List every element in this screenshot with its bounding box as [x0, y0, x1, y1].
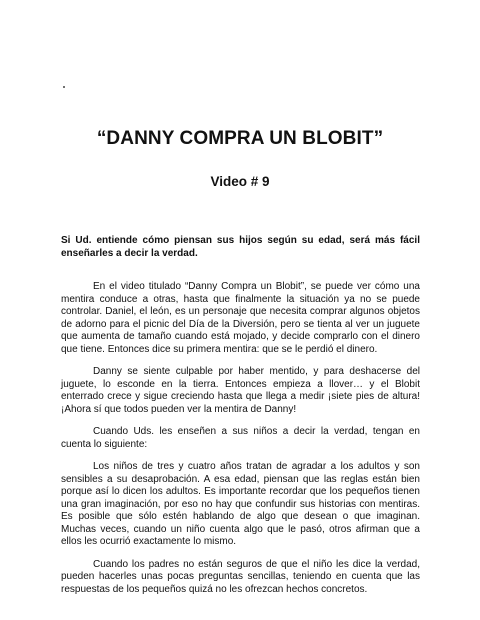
- document-title: “DANNY COMPRA UN BLOBIT”: [96, 128, 384, 149]
- body-paragraph-4: Los niños de tres y cuatro años tratan de agradar a los adultos y son sensibles a su desaprobación. A esa edad, piensan que las reglas están bien porque así lo dicen los adultos. Es importante recordar que los pequeños tienen una gran imaginación, por eso no hay que confundir sus historias con mentiras. Es posible que sólo estén hablando de algo que desean o que imaginan. Muchas veces, cuando un niño cuenta algo que le pasó, otros afirman que a ellos les ocurrió exactamente lo mismo.: [61, 461, 420, 547]
- body-paragraph-5: Cuando los padres no están seguros de que el niño les dice la verdad, pueden hacerles unas pocas preguntas sencillas, teniendo en cuenta que las respuestas de los pequeños quizá no les ofrezcan hechos concretos.: [61, 558, 420, 595]
- document-body: [61, 281, 420, 606]
- document-subtitle: Video # 9: [210, 174, 270, 189]
- body-paragraph-3: Cuando Uds. les enseñen a sus niños a decir la verdad, tengan en cuenta lo siguiente:: [61, 426, 420, 450]
- intro-paragraph: Si Ud. entiende cómo piensan sus hijos según su edad, será más fácil enseñarles a decir la verdad.: [61, 235, 420, 259]
- scan-speck: [63, 86, 65, 88]
- body-paragraph-1: En el video titulado “Danny Compra un Blobit”, se puede ver cómo una mentira conduce a otras, hasta que finalmente la situación ya no se puede controlar. Daniel, el león, es un personaje que necesita comprar algunos objetos de adorno para el picnic del Día de la Diversión, pero se tienta al ver un juguete que aumenta de tamaño cuando está mojado, y decide comprarlo con el dinero que tiene. Entonces dice su primera mentira: que se le perdió el dinero.: [61, 281, 420, 355]
- body-paragraph-2: Danny se siente culpable por haber mentido, y para deshacerse del juguete, lo esconde en la tierra. Entonces empieza a llover… y el Blobit enterrado crece y sigue creciendo hasta que llega a medir ¡siete pies de altura! ¡Ahora sí que todos pueden ver la mentira de Danny!: [61, 366, 420, 415]
